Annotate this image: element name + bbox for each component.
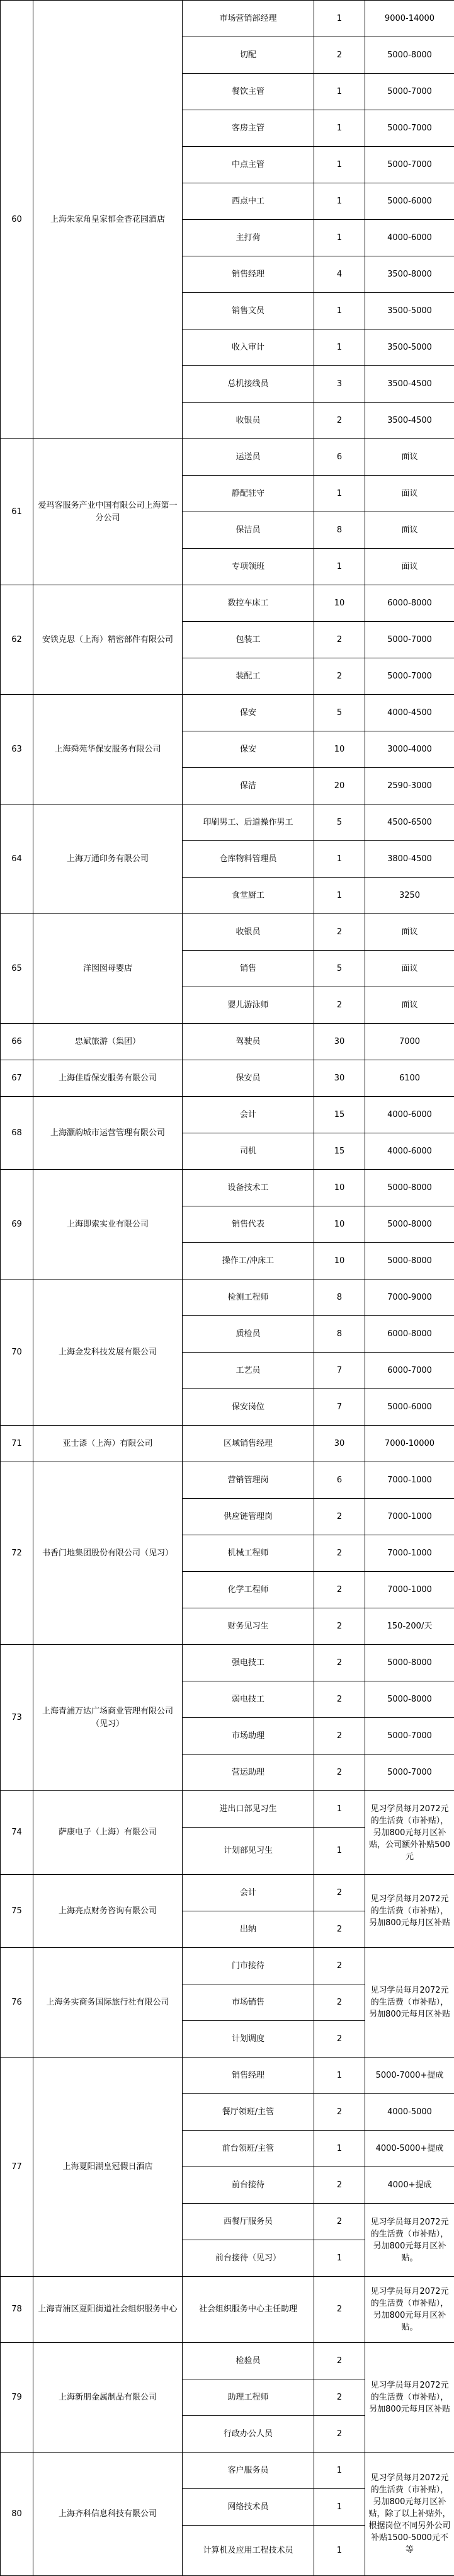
salary-range: 5000-7000 [365,147,454,183]
salary-range: 4000-6000 [365,1097,454,1133]
table-row [1,804,454,841]
salary-note: 见习学员每月2072元的生活费（市补贴），另加800元每月区补贴。 [365,2277,454,2343]
position-title: 食堂厨工 [183,878,314,914]
headcount: 20 [314,768,365,804]
table-row [1,1645,454,1681]
table-row [1,1462,454,1499]
position-title: 保安 [183,695,314,731]
headcount: 2 [314,2379,365,2416]
salary-range: 6000-8000 [365,1316,454,1353]
row-number: 80 [1,2453,33,2576]
salary-range: 3800-4500 [365,841,454,878]
headcount: 1 [314,2489,365,2526]
headcount: 2 [314,1911,365,1948]
company-name: 书香门地集团股份有限公司（见习） [33,1462,183,1645]
position-title: 收入审计 [183,329,314,366]
position-title: 计算机及应用工程技术员 [183,2526,314,2576]
position-title: 出纳 [183,1911,314,1948]
position-title: 机械工程师 [183,1535,314,1572]
headcount: 2 [314,2204,365,2240]
salary-range: 7000-1000 [365,1535,454,1572]
headcount: 10 [314,585,365,622]
salary-range: 7000-1000 [365,1499,454,1535]
company-name: 上海青浦区夏阳街道社会组织服务中心 [33,2277,183,2343]
salary-range: 3000-4000 [365,731,454,768]
position-title: 营运助理 [183,1755,314,1791]
headcount: 2 [314,1535,365,1572]
salary-range: 5000-8000 [365,1206,454,1243]
row-number: 61 [1,439,33,585]
table-row [1,1097,454,1133]
company-name: 上海万通印务有限公司 [33,804,183,914]
company-name: 上海新朋金属制品有限公司 [33,2343,183,2453]
table-row [1,1875,454,1911]
salary-range: 7000-1000 [365,1462,454,1499]
table-row [1,2277,454,2343]
row-number: 67 [1,1060,33,1097]
position-title: 工艺员 [183,1353,314,1389]
position-title: 餐饮主管 [183,74,314,110]
headcount: 1 [314,329,365,366]
row-number: 70 [1,1279,33,1426]
row-number: 63 [1,695,33,804]
position-title: 区域销售经理 [183,1426,314,1462]
salary-range: 6000-8000 [365,585,454,622]
salary-range: 5000-8000 [365,1645,454,1681]
position-title: 门市接待 [183,1948,314,1984]
position-title: 仓库物料管理员 [183,841,314,878]
position-title: 西点中工 [183,183,314,220]
headcount: 2 [314,2094,365,2131]
position-title: 计划调度 [183,2021,314,2058]
position-title: 质检员 [183,1316,314,1353]
headcount: 2 [314,403,365,439]
headcount: 6 [314,439,365,476]
position-title: 收银员 [183,403,314,439]
headcount: 2 [314,1499,365,1535]
company-name: 上海佳盾保安服务有限公司 [33,1060,183,1097]
position-title: 包装工 [183,622,314,658]
salary-range: 面议 [365,914,454,951]
headcount: 2 [314,1984,365,2021]
table-row [1,2058,454,2094]
headcount: 2 [314,1718,365,1755]
table-row [1,1426,454,1462]
salary-range: 7000-9000 [365,1279,454,1316]
table-row [1,695,454,731]
salary-note: 见习学员每月2072元的生活费（市补贴），另加800元每月区补贴 [365,2343,454,2453]
company-name: 洋囡囡母婴店 [33,914,183,1024]
headcount: 2 [314,1572,365,1608]
position-title: 销售文员 [183,293,314,329]
headcount: 2 [314,622,365,658]
table-row [1,1948,454,1984]
headcount: 1 [314,110,365,147]
position-title: 切配 [183,37,314,74]
company-name: 上海舜苑华保安服务有限公司 [33,695,183,804]
position-title: 静配驻守 [183,476,314,512]
position-title: 前台领班/主管 [183,2131,314,2167]
headcount: 1 [314,220,365,256]
position-title: 前台接待（见习） [183,2240,314,2277]
position-title: 会计 [183,1875,314,1911]
position-title: 财务见习生 [183,1608,314,1645]
headcount: 15 [314,1097,365,1133]
salary-range: 5000-8000 [365,1681,454,1718]
headcount: 1 [314,841,365,878]
position-title: 营销管理岗 [183,1462,314,1499]
headcount: 6 [314,1462,365,1499]
headcount: 30 [314,1426,365,1462]
salary-range: 3500-5000 [365,329,454,366]
position-title: 西餐厅服务员 [183,2204,314,2240]
position-title: 会计 [183,1097,314,1133]
position-title: 驾驶员 [183,1024,314,1060]
company-name: 上海夏阳湖皇冠假日酒店 [33,2058,183,2277]
salary-range: 面议 [365,549,454,585]
row-number: 73 [1,1645,33,1791]
company-name: 上海亮点财务咨询有限公司 [33,1875,183,1948]
headcount: 1 [314,878,365,914]
position-title: 保洁 [183,768,314,804]
salary-range: 9000-14000 [365,1,454,37]
headcount: 8 [314,1279,365,1316]
salary-range: 5000-7000 [365,622,454,658]
table-row [1,1,454,37]
row-number: 72 [1,1462,33,1645]
salary-range: 4000-6000 [365,220,454,256]
table-row [1,1024,454,1060]
position-title: 总机接线员 [183,366,314,403]
salary-range: 2590-3000 [365,768,454,804]
position-title: 强电技工 [183,1645,314,1681]
headcount: 5 [314,951,365,987]
table-row [1,1279,454,1316]
position-title: 弱电技工 [183,1681,314,1718]
headcount: 2 [314,987,365,1024]
position-title: 销售代表 [183,1206,314,1243]
company-name: 萨康电子（上海）有限公司 [33,1791,183,1875]
table-row [1,2453,454,2489]
headcount: 7 [314,1353,365,1389]
headcount: 1 [314,2526,365,2576]
row-number: 60 [1,1,33,439]
position-title: 保洁员 [183,512,314,549]
row-number: 62 [1,585,33,695]
position-title: 保安员 [183,1060,314,1097]
headcount: 1 [314,1828,365,1875]
position-title: 销售经理 [183,256,314,293]
company-name: 上海务实商务国际旅行社有限公司 [33,1948,183,2058]
headcount: 30 [314,1024,365,1060]
row-number: 74 [1,1791,33,1875]
headcount: 2 [314,2343,365,2379]
position-title: 行政办公人员 [183,2416,314,2453]
headcount: 10 [314,731,365,768]
salary-range: 5000-8000 [365,1170,454,1206]
headcount: 5 [314,695,365,731]
salary-range: 5000-6000 [365,1389,454,1426]
position-title: 装配工 [183,658,314,695]
salary-note: 见习学员每月2072元的生活费（市补贴），另加800元每月区补贴 [365,1948,454,2058]
salary-range: 5000-6000 [365,183,454,220]
company-name: 爱玛客服务产业中国有限公司上海第一分公司 [33,439,183,585]
headcount: 2 [314,1755,365,1791]
headcount: 1 [314,74,365,110]
position-title: 客房主管 [183,110,314,147]
salary-range: 5000-7000 [365,658,454,695]
salary-range: 面议 [365,439,454,476]
company-name: 上海即索实业有限公司 [33,1170,183,1279]
position-title: 印刷男工、后道操作男工 [183,804,314,841]
headcount: 2 [314,658,365,695]
salary-range: 6000-7000 [365,1353,454,1389]
headcount: 2 [314,1645,365,1681]
row-number: 66 [1,1024,33,1060]
salary-range: 面议 [365,476,454,512]
headcount: 1 [314,2240,365,2277]
row-number: 75 [1,1875,33,1948]
headcount: 2 [314,1948,365,1984]
position-title: 婴儿游泳师 [183,987,314,1024]
headcount: 5 [314,804,365,841]
row-number: 69 [1,1170,33,1279]
headcount: 1 [314,183,365,220]
salary-range: 7000 [365,1024,454,1060]
salary-note: 见习学员每月2072元的生活费（市补贴），另加800元每月区补贴，除了以上补贴外，根据岗位不同另外公司补贴1500-5000元不等 [365,2453,454,2576]
salary-range: 4000-5000+提成 [365,2131,454,2167]
headcount: 2 [314,2167,365,2204]
headcount: 10 [314,1243,365,1279]
position-title: 操作工/冲床工 [183,1243,314,1279]
salary-note: 见习学员每月2072元的生活费（市补贴），另加800元每月区补贴 [365,1875,454,1948]
position-title: 供应链管理岗 [183,1499,314,1535]
position-title: 餐厅领班/主管 [183,2094,314,2131]
headcount: 2 [314,2277,365,2343]
position-title: 保安岗位 [183,1389,314,1426]
headcount: 3 [314,366,365,403]
company-name: 忠斌旅游（集团） [33,1024,183,1060]
position-title: 检验员 [183,2343,314,2379]
salary-range: 4000-4500 [365,695,454,731]
salary-range: 150-200/天 [365,1608,454,1645]
headcount: 1 [314,2453,365,2489]
position-title: 化学工程师 [183,1572,314,1608]
position-title: 进出口部见习生 [183,1791,314,1828]
headcount: 4 [314,256,365,293]
row-number: 78 [1,2277,33,2343]
headcount: 1 [314,549,365,585]
position-title: 前台接待 [183,2167,314,2204]
salary-range: 4000+提成 [365,2167,454,2204]
position-title: 主打荷 [183,220,314,256]
headcount: 1 [314,147,365,183]
headcount: 8 [314,512,365,549]
table-row [1,1060,454,1097]
table-row [1,914,454,951]
salary-range: 面议 [365,951,454,987]
company-name: 上海齐科信息科技有限公司 [33,2453,183,2576]
salary-range: 面议 [365,987,454,1024]
salary-range: 3500-8000 [365,256,454,293]
salary-range: 3500-4500 [365,366,454,403]
salary-range: 3500-4500 [365,403,454,439]
row-number: 76 [1,1948,33,2058]
salary-range: 4000-5000 [365,2094,454,2131]
company-name: 上海金发科技发展有限公司 [33,1279,183,1426]
salary-range: 5000-7000 [365,110,454,147]
salary-range: 5000-7000 [365,74,454,110]
position-title: 专项领班 [183,549,314,585]
table-row [1,1791,454,1828]
position-title: 网络技术员 [183,2489,314,2526]
position-title: 设备技术工 [183,1170,314,1206]
headcount: 30 [314,1060,365,1097]
headcount: 1 [314,293,365,329]
headcount: 2 [314,1875,365,1911]
salary-note: 见习学员每月2072元的生活费（市补贴），另加800元每月区补贴，公司额外补贴500元 [365,1791,454,1875]
position-title: 市场助理 [183,1718,314,1755]
headcount: 1 [314,2058,365,2094]
headcount: 1 [314,2131,365,2167]
position-title: 社会组织服务中心主任助理 [183,2277,314,2343]
position-title: 销售经理 [183,2058,314,2094]
salary-range: 4500-6500 [365,804,454,841]
position-title: 客户服务员 [183,2453,314,2489]
salary-range: 面议 [365,512,454,549]
company-name: 上海灏韵城市运营管理有限公司 [33,1097,183,1170]
company-name: 上海青浦万达广场商业管理有限公司（见习） [33,1645,183,1791]
salary-range: 5000-7000 [365,1755,454,1791]
salary-range: 4000-6000 [365,1133,454,1170]
headcount: 7 [314,1389,365,1426]
position-title: 运送员 [183,439,314,476]
salary-range: 7000-1000 [365,1572,454,1608]
table-row [1,2343,454,2379]
company-name: 亚士漆（上海）有限公司 [33,1426,183,1462]
position-title: 市场营销部经理 [183,1,314,37]
salary-range: 5000-8000 [365,37,454,74]
salary-range: 5000-7000 [365,1718,454,1755]
company-name: 安铁克思（上海）精密部件有限公司 [33,585,183,695]
table-row [1,439,454,476]
position-title: 计划部见习生 [183,1828,314,1875]
position-title: 销售 [183,951,314,987]
position-title: 中点主管 [183,147,314,183]
position-title: 数控车床工 [183,585,314,622]
row-number: 64 [1,804,33,914]
row-number: 77 [1,2058,33,2277]
headcount: 2 [314,2416,365,2453]
salary-range: 3500-5000 [365,293,454,329]
position-title: 司机 [183,1133,314,1170]
row-number: 68 [1,1097,33,1170]
table-row [1,1170,454,1206]
headcount: 2 [314,37,365,74]
salary-range: 5000-7000+提成 [365,2058,454,2094]
headcount: 15 [314,1133,365,1170]
position-title: 收银员 [183,914,314,951]
headcount: 10 [314,1206,365,1243]
headcount: 2 [314,1681,365,1718]
salary-range: 5000-8000 [365,1243,454,1279]
position-title: 保安 [183,731,314,768]
row-number: 65 [1,914,33,1024]
position-title: 检测工程师 [183,1279,314,1316]
row-number: 79 [1,2343,33,2453]
headcount: 2 [314,914,365,951]
company-name: 上海朱家角皇家郁金香花园酒店 [33,1,183,439]
headcount: 1 [314,1,365,37]
salary-range: 7000-10000 [365,1426,454,1462]
row-number: 71 [1,1426,33,1462]
headcount: 1 [314,1791,365,1828]
salary-range: 6100 [365,1060,454,1097]
headcount: 8 [314,1316,365,1353]
headcount: 1 [314,476,365,512]
table-body [1,1,454,2576]
salary-note: 见习学员每月2072元的生活费（市补贴），另加800元每月区补贴。 [365,2204,454,2277]
headcount: 10 [314,1170,365,1206]
headcount: 2 [314,1608,365,1645]
position-title: 助理工程师 [183,2379,314,2416]
table-row [1,585,454,622]
position-title: 市场销售 [183,1984,314,2021]
headcount: 2 [314,2021,365,2058]
salary-range: 3250 [365,878,454,914]
